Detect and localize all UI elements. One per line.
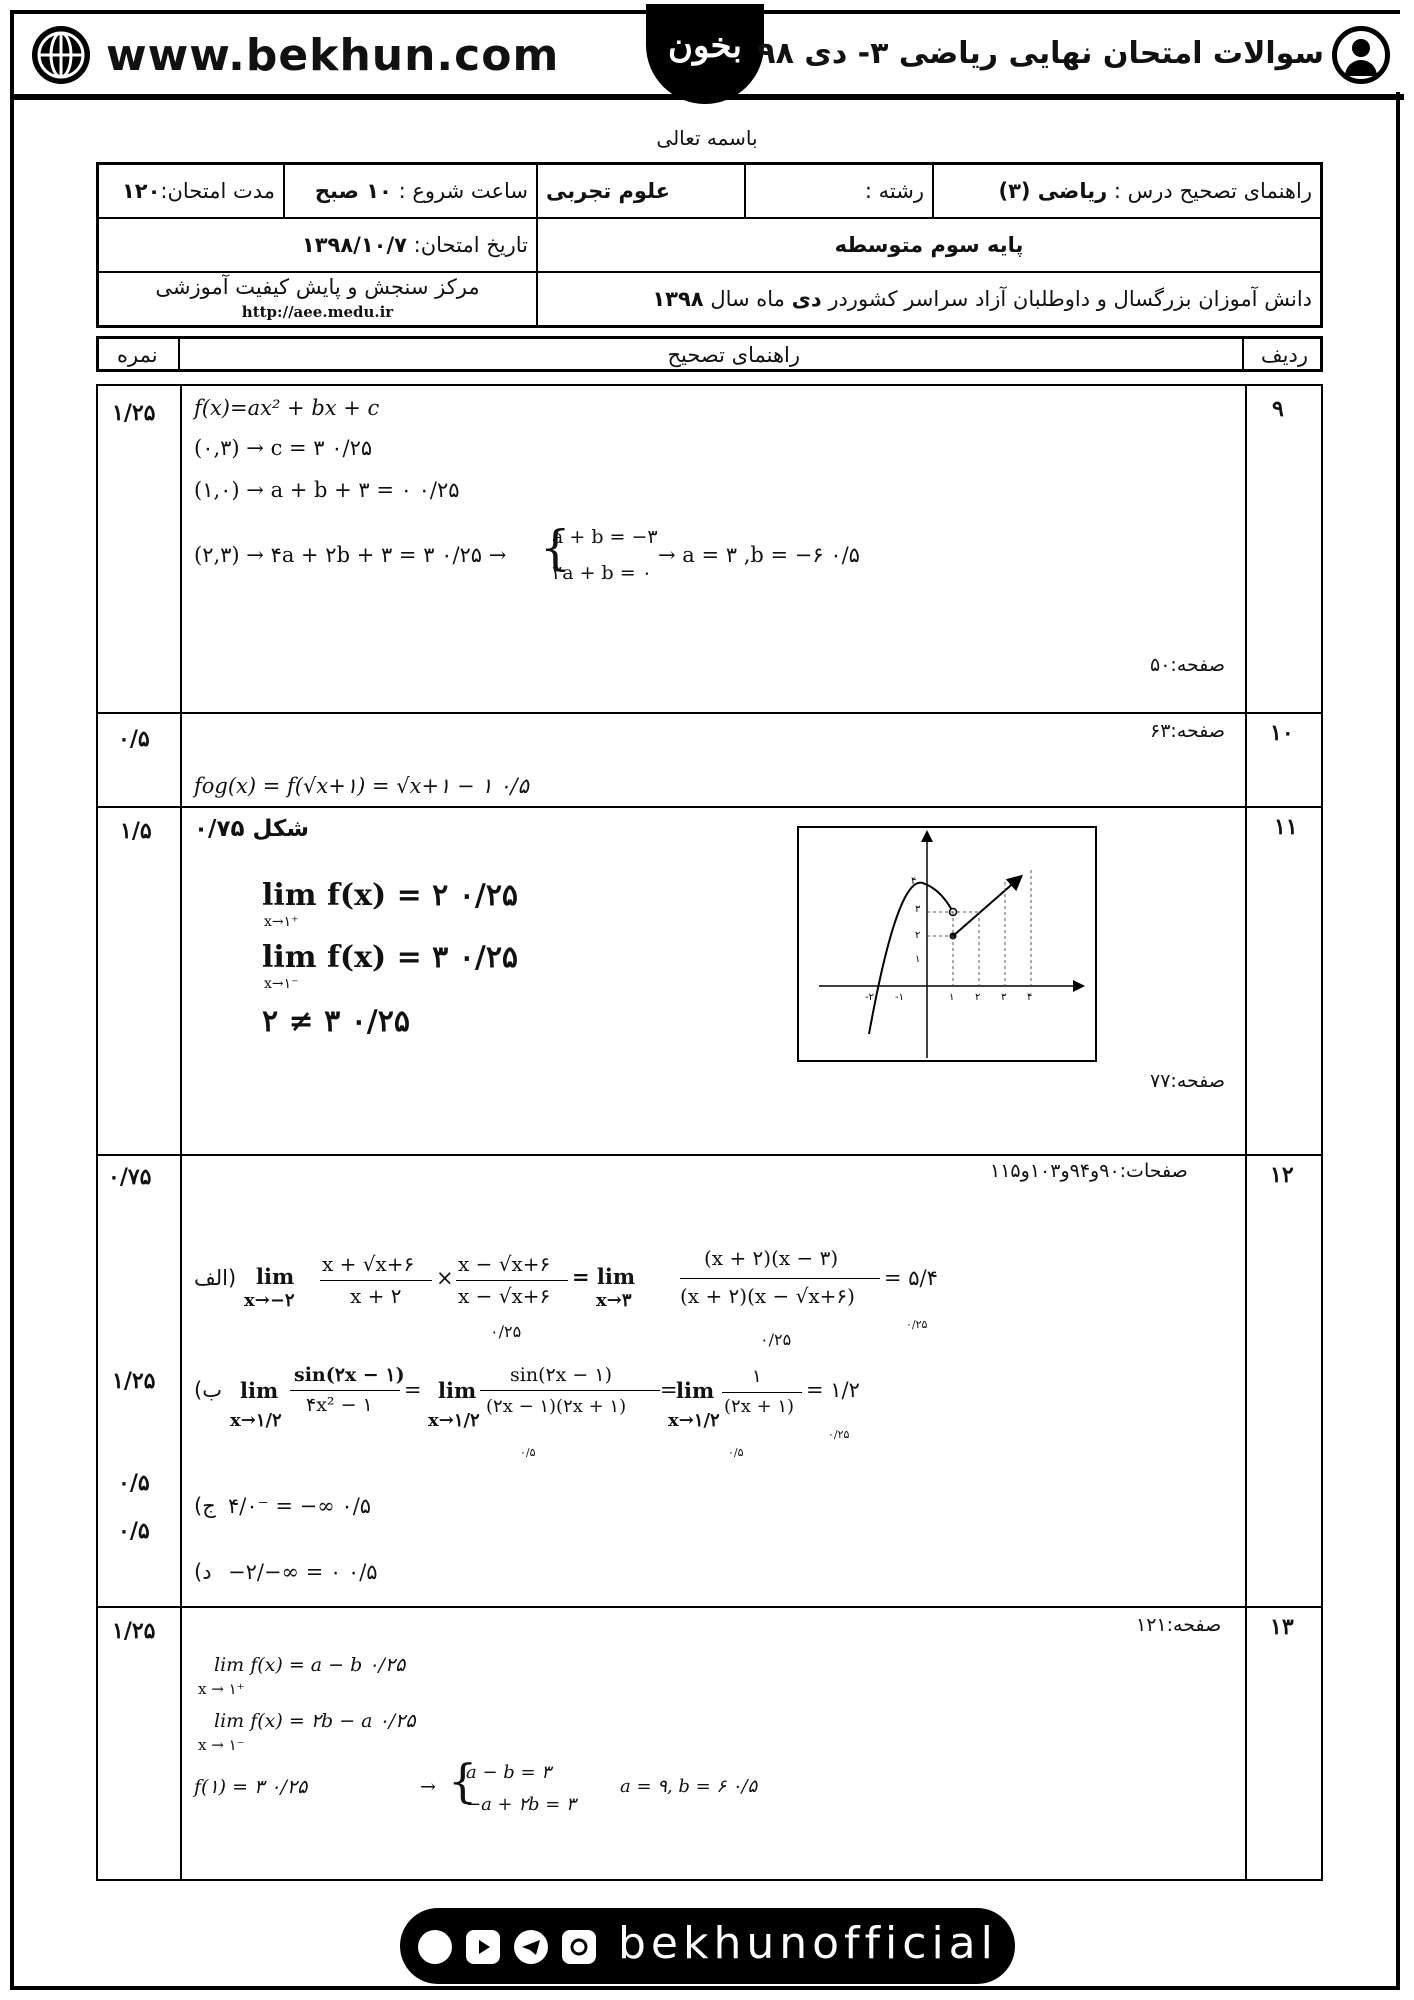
denominator: (۲x + ۱): [724, 1396, 795, 1417]
row-number: ۱۲: [1270, 1162, 1294, 1188]
lim: lim: [438, 1378, 477, 1403]
part-score: ۰/۲۵: [828, 1428, 850, 1441]
formula: (۱,۰) → a + b + ۳ = ۰ ۰/۲۵: [194, 478, 460, 502]
date-value: ۱۳۹۸/۱۰/۷: [301, 233, 407, 257]
part-score: ۰/۲۵: [906, 1318, 928, 1331]
line-branch: [953, 880, 1017, 936]
row-score-a: ۰/۷۵: [108, 1164, 152, 1190]
times: ×: [436, 1266, 454, 1290]
row-score-d: ۰/۵: [118, 1518, 150, 1544]
footer-banner: [400, 1908, 1015, 1984]
shape-score: شکل ۰/۷۵: [194, 816, 310, 842]
globe-icon: [32, 26, 90, 84]
equals: =: [404, 1378, 422, 1402]
lim-sub: x→۱/۲: [668, 1410, 720, 1431]
formula: (۲,۳) → ۴a + ۲b + ۳ = ۳ ۰/۲۵ →: [194, 543, 507, 567]
numerator: (x + ۲)(x − ۳): [704, 1246, 839, 1270]
guide-label: راهنمای تصحیح درس :: [1113, 179, 1312, 203]
row-score: ۰/۵: [118, 726, 150, 752]
social-handle[interactable]: bekhunofficial: [618, 1918, 998, 1969]
center-url[interactable]: http://aee.medu.ir: [241, 303, 394, 321]
tick-label: ۳: [1001, 992, 1007, 1003]
formula: −a + ۲b = ۳: [466, 1794, 576, 1815]
header: [14, 14, 1404, 92]
brace: {: [540, 520, 571, 576]
field-value: علوم تجربی: [546, 179, 671, 203]
tick-label: ۲: [975, 992, 981, 1003]
col-row: ردیف: [1260, 343, 1308, 367]
equals: =: [660, 1378, 678, 1402]
lim: lim: [676, 1378, 715, 1403]
formula: −۲/−∞ = ۰ ۰/۵: [228, 1560, 378, 1584]
part-score: ۰/۲۵: [760, 1330, 792, 1349]
tick-label: -۲: [865, 992, 874, 1003]
numerator: x + √x+۶: [322, 1252, 415, 1276]
start-label: ساعت شروع :: [398, 179, 528, 203]
page-ref: صفحه:۵۰: [1150, 654, 1226, 676]
formula: a − b = ۳: [466, 1762, 551, 1783]
aparat-icon[interactable]: [418, 1930, 452, 1964]
formula-sub: x→۱⁺: [264, 914, 299, 930]
tick-label: ۴: [1027, 992, 1033, 1003]
arrow: →: [420, 1776, 436, 1798]
lim-sub: x→−۲: [244, 1290, 295, 1311]
formula: f(x)=ax² + bx + c: [194, 396, 380, 420]
user-icon: [1332, 26, 1390, 84]
page-ref: صفحه:۷۷: [1150, 1070, 1226, 1092]
formula: ۲ ≠ ۳ ۰/۲۵: [262, 1004, 410, 1039]
col-score: نمره: [117, 343, 158, 367]
page-ref: صفحه:۶۳: [1150, 720, 1226, 742]
basmala: باسمه تعالی: [656, 126, 758, 150]
tick-label: ۳: [915, 904, 921, 915]
formula-sub: x → ۱⁺: [198, 1680, 245, 1698]
youtube-icon[interactable]: [466, 1930, 500, 1964]
parabola-curve: [869, 883, 953, 1034]
telegram-icon[interactable]: [514, 1930, 548, 1964]
lim-sub: x→۳: [596, 1290, 632, 1311]
denominator: ۴x² − ۱: [306, 1394, 373, 1416]
formula: ۴/۰⁻ = −∞ ۰/۵: [228, 1494, 372, 1518]
formula: lim f(x) = ۲b − a ۰/۲۵: [214, 1710, 416, 1732]
row-number: ۹: [1272, 396, 1284, 422]
function-graph: [797, 826, 1097, 1062]
duration-label: مدت امتحان:: [160, 179, 275, 203]
row-number: ۱۰: [1270, 720, 1294, 746]
formula-sub: x→۱⁻: [264, 976, 299, 992]
start-value: ۱۰ صبح: [314, 179, 392, 203]
month-suffix: ماه سال: [710, 287, 785, 311]
row-score-b: ۱/۲۵: [112, 1368, 156, 1394]
formula: ۲a + b = ۰: [552, 562, 652, 584]
date-label: تاریخ امتحان:: [413, 233, 528, 257]
result: = ۱/۲: [806, 1378, 860, 1402]
course-name: ریاضی (۳): [998, 179, 1108, 203]
tick-label: ۲: [915, 930, 921, 941]
part-label: (الف: [194, 1266, 237, 1290]
month: دی: [791, 287, 822, 311]
page-ref: صفحه:۱۲۱: [1136, 1614, 1222, 1636]
formula: f(۱) = ۳ ۰/۲۵: [194, 1776, 308, 1798]
denominator: x − √x+۶: [458, 1284, 551, 1308]
lim: = lim: [572, 1264, 636, 1289]
grade: پایه سوم متوسطه: [834, 233, 1024, 257]
year: ۱۳۹۸: [652, 287, 704, 311]
tick-label: ۴: [911, 876, 917, 887]
brace: {: [448, 1754, 478, 1808]
field-label: رشته :: [864, 179, 924, 203]
row-score: ۱/۲۵: [112, 1618, 156, 1644]
formula: a = ۹, b = ۶ ۰/۵: [620, 1776, 758, 1797]
part-label: ب): [194, 1378, 222, 1402]
instagram-icon[interactable]: [562, 1930, 596, 1964]
numerator: sin(۲x − ۱): [294, 1364, 405, 1386]
result: = ۵/۴: [884, 1266, 938, 1290]
formula: a + b = −۳: [552, 526, 658, 548]
denominator: (x + ۲)(x − √x+۶): [680, 1284, 855, 1308]
page-ref: صفحات:۹۰و۹۴و۱۰۳و۱۱۵: [990, 1160, 1188, 1182]
part-score: ۰/۵: [520, 1446, 536, 1459]
column-header: [96, 336, 1323, 372]
formula: fog(x) = f(√x+۱) = √x+۱ − ۱ ۰/۵: [194, 774, 529, 798]
numerator: x − √x+۶: [458, 1252, 551, 1276]
formula: → a = ۳ ,b = −۶ ۰/۵: [658, 543, 860, 567]
row-number: ۱۱: [1274, 814, 1298, 840]
lim: lim: [256, 1264, 295, 1289]
center-name: مرکز سنجش و پایش کیفیت آموزشی: [155, 274, 480, 299]
formula: lim f(x) = ۳ ۰/۲۵: [262, 940, 519, 975]
denominator: x + ۲: [350, 1284, 402, 1308]
numerator: ۱: [752, 1366, 762, 1387]
tick-label: -۱: [895, 992, 904, 1003]
part-score: ۰/۲۵: [490, 1322, 522, 1341]
row-score: ۱/۲۵: [112, 400, 156, 426]
lim-sub: x→۱/۲: [428, 1410, 480, 1431]
formula: lim f(x) = a − b ۰/۲۵: [214, 1654, 406, 1676]
formula-sub: x → ۱⁻: [198, 1736, 245, 1754]
numerator: sin(۲x − ۱): [510, 1364, 613, 1386]
part-score: ۰/۵: [728, 1446, 744, 1459]
formula: (۰,۳) → c = ۳ ۰/۲۵: [194, 436, 373, 460]
students-text: دانش آموزان بزرگسال و داوطلبان آزاد سراسر کشوردر: [828, 287, 1312, 311]
lim: lim: [240, 1378, 279, 1403]
header-divider: [14, 94, 1404, 100]
tick-label: ۱: [915, 954, 921, 965]
row-number: ۱۳: [1270, 1614, 1294, 1640]
logo-text: بخون: [668, 26, 742, 66]
site-url[interactable]: www.bekhun.com: [106, 30, 560, 81]
row-score-c: ۰/۵: [118, 1470, 150, 1496]
part-label: د): [194, 1560, 212, 1584]
part-label: ج): [194, 1494, 216, 1518]
exam-info-table: [96, 162, 1323, 328]
row-score: ۱/۵: [120, 818, 152, 844]
graph-svg: [799, 828, 1095, 1060]
denominator: (۲x − ۱)(۲x + ۱): [486, 1396, 627, 1417]
col-guide: راهنمای تصحیح: [667, 343, 800, 367]
bekhun-logo: [646, 4, 764, 104]
duration-value: ۱۲۰: [121, 179, 161, 203]
tick-label: ۱: [949, 992, 955, 1003]
lim-sub: x→۱/۲: [230, 1410, 282, 1431]
formula: lim f(x) = ۲ ۰/۲۵: [262, 878, 519, 913]
header-title: سوالات امتحان نهایی ریاضی ۳- دی ۹۸: [757, 36, 1324, 71]
